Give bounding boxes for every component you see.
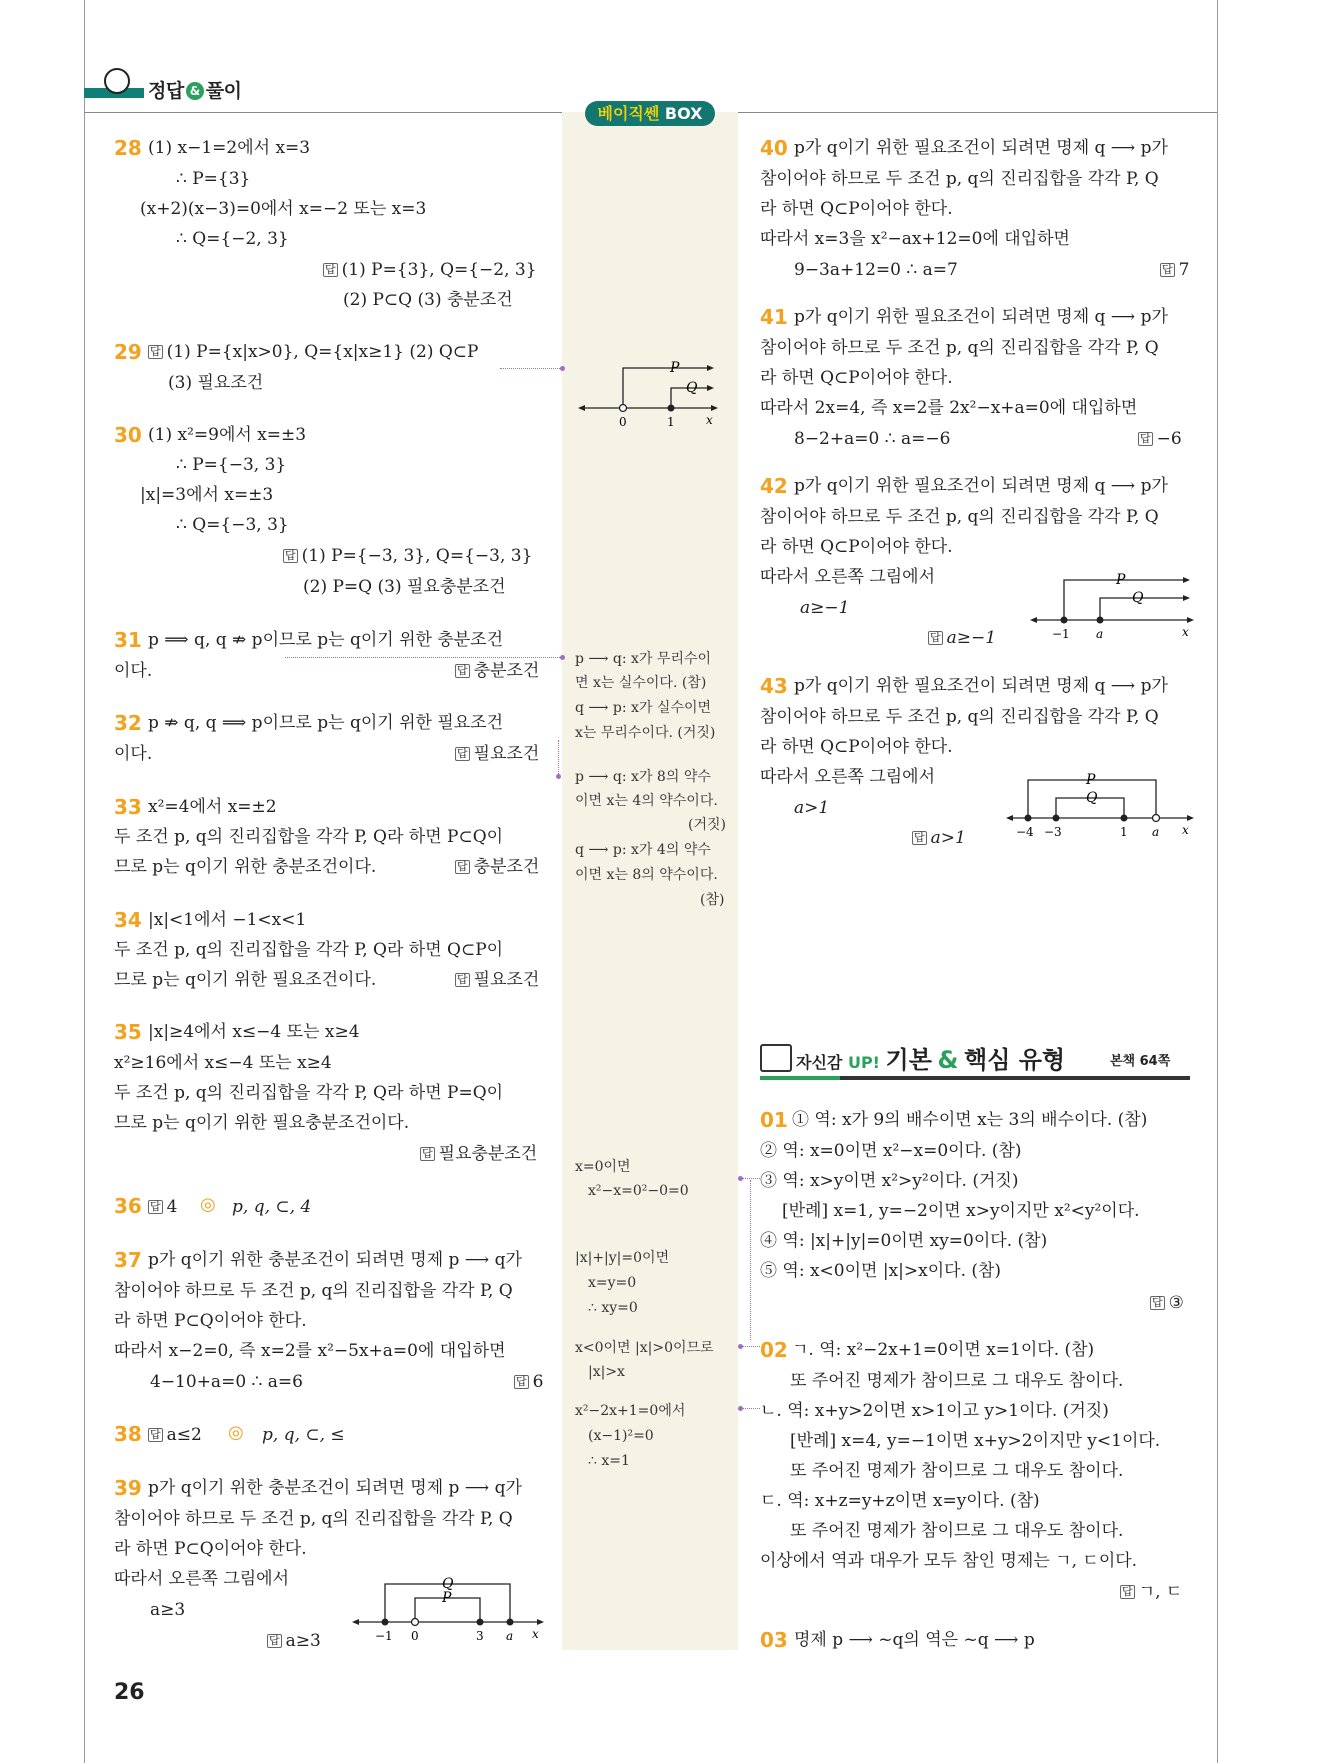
p29-line1 <box>148 342 479 362</box>
fig39-tick-0: 0 <box>411 1629 419 1643</box>
p34-line3: 므로 p는 q이기 위한 필요조건이다. <box>114 970 377 990</box>
p35-line4: 므로 p는 q이기 위한 필요충분조건이다. <box>114 1113 410 1133</box>
p02-line2: 또 주어진 명제가 참이므로 그 대우도 참이다. <box>790 1371 1124 1391</box>
p41-line4: 따라서 2x=4, 즉 x=2를 2x²−x+a=0에 대입하면 <box>760 398 1138 418</box>
p43-answer <box>912 828 966 848</box>
p02-line6: ㄷ. 역: x+z=y+z이면 x=y이다. (참) <box>760 1491 1040 1511</box>
answer-mark: 답 <box>457 860 468 873</box>
p43-line2: 참이어야 하므로 두 조건 p, q의 진리집합을 각각 P, Q <box>760 707 1159 727</box>
answer-mark: 답 <box>1162 263 1173 276</box>
box-note-2e: 이면 x는 8의 약수이다. <box>575 867 718 883</box>
p28-line3: (x+2)(x−3)=0에서 x=−2 또는 x=3 <box>140 199 427 219</box>
problem-03-number: 03 <box>760 1628 788 1652</box>
answer-mark: 답 <box>269 1634 280 1647</box>
answer-mark: 답 <box>457 973 468 986</box>
fig43-tick-m4: −4 <box>1016 825 1034 839</box>
problem-38-number: 38 <box>114 1422 142 1446</box>
p01-line1: ① 역: x가 9의 배수이면 x는 3의 배수이다. (참) <box>792 1110 1148 1130</box>
p33-line3: 므로 p는 q이기 위한 충분조건이다. <box>114 857 377 877</box>
fig43-label-p: P <box>1086 772 1096 788</box>
p37-line4: 따라서 x−2=0, 즉 x=2를 x²−5x+a=0에 대입하면 <box>114 1341 506 1361</box>
p39-line5: a≥3 <box>150 1600 186 1620</box>
p34-line1: |x|<1에서 −1<x<1 <box>148 910 307 930</box>
box-note-6a: x²−2x+1=0에서 <box>575 1403 686 1419</box>
p41-line1: p가 q이기 위한 필요조건이 되려면 명제 q ⟶ p가 <box>794 307 1168 327</box>
answer-mark: 답 <box>1152 1296 1163 1309</box>
p43-line5: a>1 <box>794 798 830 818</box>
fig43-label-q: Q <box>1086 790 1098 806</box>
header-title <box>148 76 241 103</box>
answer-mark: 답 <box>930 631 941 644</box>
link-dot-02a <box>738 1344 743 1349</box>
box-note-6c: ∴ x=1 <box>588 1453 630 1469</box>
p35-line3: 두 조건 p, q의 진리집합을 각각 P, Q라 하면 P=Q이 <box>114 1083 504 1103</box>
p39-answer-text: a≥3 <box>285 1631 321 1651</box>
section-title <box>796 1040 1065 1075</box>
p30-line4: ∴ Q={−3, 3} <box>176 515 289 535</box>
p29-line1-text: (1) P={x|x>0}, Q={x|x≥1} (2) Q⊂P <box>166 342 479 362</box>
p37-line2: 참이어야 하므로 두 조건 p, q의 진리집합을 각각 P, Q <box>114 1281 513 1301</box>
p30-line3: |x|=3에서 x=±3 <box>140 485 274 505</box>
box-note-4b: x=y=0 <box>588 1275 637 1291</box>
p28-line2: ∴ P={3} <box>176 169 251 189</box>
answer-mark: 답 <box>457 747 468 760</box>
box-note-1c: q ⟶ p: x가 실수이면 <box>575 700 712 716</box>
p40-line1: p가 q이기 위한 필요조건이 되려면 명제 q ⟶ p가 <box>794 138 1168 158</box>
answer-mark: 답 <box>516 1375 527 1388</box>
target-icon: ◎ <box>200 1194 216 1215</box>
section-title-c: 핵심 유형 <box>964 1046 1066 1074</box>
problem-40-number: 40 <box>760 136 788 160</box>
p43-line3: 라 하면 Q⊂P이어야 한다. <box>760 737 953 757</box>
p38-answer <box>148 1425 202 1445</box>
p39-line4: 따라서 오른쪽 그림에서 <box>114 1569 290 1589</box>
p37-line3: 라 하면 P⊂Q이어야 한다. <box>114 1311 307 1331</box>
p38-answer-text: a≤2 <box>166 1425 202 1445</box>
p38-tip: p, q, ⊂, ≤ <box>262 1425 345 1445</box>
p37-line5: 4−10+a=0 ∴ a=6 <box>150 1372 303 1392</box>
p02-answer-text: ㄱ, ㄷ <box>1138 1582 1183 1602</box>
fig39-tick-3: 3 <box>476 1629 484 1643</box>
p37-answer <box>514 1372 543 1392</box>
p02-line7: 또 주어진 명제가 참이므로 그 대우도 참이다. <box>790 1521 1124 1541</box>
problem-32-number: 32 <box>114 711 142 735</box>
p36-answer <box>148 1197 177 1217</box>
answer-mark: 답 <box>285 549 296 562</box>
fig42-label-q: Q <box>1132 590 1144 606</box>
fig42-label-p: P <box>1116 572 1126 588</box>
p03-line1: 명제 p ⟶ ~q의 역은 ~q ⟶ p <box>794 1630 1035 1650</box>
p34-answer-text: 필요조건 <box>473 970 540 990</box>
p31-answer-text: 충분조건 <box>473 661 540 681</box>
header-title-amp: & <box>186 82 204 100</box>
box-note-2c: (거짓) <box>688 817 726 833</box>
answer-mark: 답 <box>1122 1585 1133 1598</box>
p01-answer <box>1150 1293 1184 1313</box>
p02-line8: 이상에서 역과 대우가 모두 참인 명제는 ㄱ, ㄷ이다. <box>760 1551 1138 1571</box>
p01-line2: ② 역: x=0이면 x²−x=0이다. (참) <box>760 1141 1022 1161</box>
p01-line4: [반례] x=1, y=−2이면 x>y이지만 x²<y²이다. <box>782 1201 1140 1221</box>
p39-line2: 참이어야 하므로 두 조건 p, q의 진리집합을 각각 P, Q <box>114 1509 513 1529</box>
p40-line3: 라 하면 Q⊂P이어야 한다. <box>760 199 953 219</box>
p42-answer <box>928 628 996 648</box>
fig43-tick-1: 1 <box>1120 825 1128 839</box>
p42-line3: 라 하면 Q⊂P이어야 한다. <box>760 537 953 557</box>
answer-mark: 답 <box>1140 432 1151 445</box>
p41-line2: 참이어야 하므로 두 조건 p, q의 진리집합을 각각 P, Q <box>760 338 1159 358</box>
box-note-5a: x<0이면 |x|>0이므로 <box>575 1340 714 1356</box>
p34-answer <box>455 970 539 990</box>
p33-answer-text: 충분조건 <box>473 857 540 877</box>
section-title-a: 자신감 <box>796 1053 843 1072</box>
p01-answer-text: ③ <box>1168 1293 1184 1313</box>
problem-28-number: 28 <box>114 136 142 160</box>
p33-line2: 두 조건 p, q의 진리집합을 각각 P, Q라 하면 P⊂Q이 <box>114 827 504 847</box>
fig39-label-p: P <box>442 1590 452 1606</box>
alarm-clock-icon <box>104 68 130 94</box>
answer-mark: 답 <box>150 1428 161 1441</box>
section-rule-accent <box>760 1076 840 1080</box>
p01-line3: ③ 역: x>y이면 x²>y²이다. (거짓) <box>760 1171 1019 1191</box>
box-note-1a: p ⟶ q: x가 무리수이 <box>575 651 712 667</box>
p35-line2: x²≥16에서 x≤−4 또는 x≥4 <box>114 1053 332 1073</box>
link-line-01 <box>740 1178 760 1179</box>
box-note-1b: 면 x는 실수이다. (참) <box>575 675 707 691</box>
section-title-b: 기본 <box>885 1046 932 1074</box>
number-line-figure-29 <box>578 356 720 430</box>
box-note-2a: p ⟶ q: x가 8의 약수 <box>575 769 711 785</box>
p42-line5: a≥−1 <box>800 598 850 618</box>
p40-answer <box>1160 260 1189 280</box>
answer-mark: 답 <box>914 831 925 844</box>
p42-answer-text: a≥−1 <box>946 628 997 648</box>
box-note-1d: x는 무리수이다. (거짓) <box>575 725 716 741</box>
p28-answer2: (2) P⊂Q (3) 충분조건 <box>343 290 513 310</box>
problem-43-number: 43 <box>760 674 788 698</box>
fig43-axis-x: x <box>1182 823 1189 837</box>
number-line-figure-42 <box>1030 568 1196 640</box>
fig42-axis-x: x <box>1182 625 1189 639</box>
p32-answer-text: 필요조건 <box>473 744 540 764</box>
fig39-tick-m1: −1 <box>375 1629 393 1643</box>
p01-line5: ④ 역: |x|+|y|=0이면 xy=0이다. (참) <box>760 1231 1048 1251</box>
p32-answer <box>455 744 539 764</box>
problem-37-number: 37 <box>114 1248 142 1272</box>
fig29-label-p: P <box>670 360 680 376</box>
answer-mark: 답 <box>422 1147 433 1160</box>
box-note-5b: |x|>x <box>588 1364 625 1380</box>
link-line-29 <box>500 368 562 369</box>
box-note-6b: (x−1)²=0 <box>588 1428 654 1444</box>
p28-line4: ∴ Q={−2, 3} <box>176 229 289 249</box>
p43-line1: p가 q이기 위한 필요조건이 되려면 명제 q ⟶ p가 <box>794 676 1168 696</box>
fig29-tick-0: 0 <box>619 415 627 429</box>
p31-line1: p ⟹ q, q ⇏ p이므로 p는 q이기 위한 충분조건 <box>148 630 504 650</box>
p28-line1: (1) x−1=2에서 x=3 <box>148 138 311 158</box>
p40-line2: 참이어야 하므로 두 조건 p, q의 진리집합을 각각 P, Q <box>760 169 1159 189</box>
link-dot-29 <box>560 366 565 371</box>
p36-answer-text: 4 <box>166 1197 178 1217</box>
p35-answer <box>420 1144 537 1164</box>
link-dot-01 <box>738 1176 743 1181</box>
answer-mark: 답 <box>150 1200 161 1213</box>
p42-line2: 참이어야 하므로 두 조건 p, q의 진리집합을 각각 P, Q <box>760 507 1159 527</box>
p31-answer <box>455 661 539 681</box>
p30-line2: ∴ P={−3, 3} <box>176 455 287 475</box>
p02-line1: ㄱ. 역: x²−2x+1=0이면 x=1이다. (참) <box>792 1340 1095 1360</box>
link-line-31 <box>285 657 562 658</box>
p30-answer1-text: (1) P={−3, 3}, Q={−3, 3} <box>301 546 533 566</box>
problem-02-number: 02 <box>760 1338 788 1362</box>
box-note-3a: x=0이면 <box>575 1159 631 1175</box>
fig29-axis-x: x <box>706 413 713 427</box>
p42-line1: p가 q이기 위한 필요조건이 되려면 명제 q ⟶ p가 <box>794 476 1168 496</box>
p36-tip: p, q, ⊂, 4 <box>232 1197 312 1217</box>
problem-41-number: 41 <box>760 305 788 329</box>
p30-line1: (1) x²=9에서 x=±3 <box>148 425 307 445</box>
problem-30-number: 30 <box>114 423 142 447</box>
p43-line4: 따라서 오른쪽 그림에서 <box>760 767 936 787</box>
link-dot-32 <box>556 774 561 779</box>
p32-line2: 이다. <box>114 744 153 764</box>
box-note-4a: |x|+|y|=0이면 <box>575 1250 670 1266</box>
box-label-a: 베이직쎈 <box>597 104 660 123</box>
box-label-b: BOX <box>664 104 703 123</box>
p41-line3: 라 하면 Q⊂P이어야 한다. <box>760 368 953 388</box>
p34-line2: 두 조건 p, q의 진리집합을 각각 P, Q라 하면 Q⊂P이 <box>114 940 504 960</box>
p35-line1: |x|≥4에서 x≤−4 또는 x≥4 <box>148 1022 360 1042</box>
problem-35-number: 35 <box>114 1020 142 1044</box>
p02-answer <box>1120 1582 1182 1602</box>
link-line-02a <box>740 1346 760 1347</box>
p33-answer <box>455 857 539 877</box>
section-title-amp: & <box>937 1046 959 1074</box>
answer-mark: 답 <box>150 345 161 358</box>
number-line-figure-39 <box>352 1574 546 1644</box>
problem-34-number: 34 <box>114 908 142 932</box>
problem-33-number: 33 <box>114 795 142 819</box>
header-title-a: 정답 <box>148 80 184 102</box>
fig39-label-q: Q <box>442 1576 454 1592</box>
p37-line1: p가 q이기 위한 충분조건이 되려면 명제 p ⟶ q가 <box>148 1250 522 1270</box>
p28-answer1-text: (1) P={3}, Q={−2, 3} <box>341 260 537 280</box>
fig43-tick-m3: −3 <box>1044 825 1062 839</box>
p31-line2: 이다. <box>114 661 153 681</box>
p30-answer2: (2) P=Q (3) 필요충분조건 <box>303 577 506 597</box>
fig42-tick-a: a <box>1096 627 1104 641</box>
fig39-tick-a: a <box>506 1629 514 1643</box>
section-ref: 본책 64쪽 <box>1110 1054 1171 1069</box>
section-title-up: UP! <box>847 1053 880 1072</box>
link-line-02b <box>740 1408 760 1409</box>
box-note-2d: q ⟶ p: x가 4의 약수 <box>575 842 711 858</box>
fig43-tick-a: a <box>1152 825 1160 839</box>
p40-line4: 따라서 x=3을 x²−ax+12=0에 대입하면 <box>760 229 1070 249</box>
page-number: 26 <box>114 1680 145 1705</box>
p35-answer-text: 필요충분조건 <box>438 1144 538 1164</box>
p33-line1: x²=4에서 x=±2 <box>148 797 277 817</box>
p40-answer-text: 7 <box>1178 260 1190 280</box>
p39-line1: p가 q이기 위한 충분조건이 되려면 명제 p ⟶ q가 <box>148 1478 522 1498</box>
p42-line4: 따라서 오른쪽 그림에서 <box>760 567 936 587</box>
p41-line5: 8−2+a=0 ∴ a=−6 <box>794 429 951 449</box>
basic-box-label <box>585 101 715 126</box>
fig29-tick-1: 1 <box>667 415 675 429</box>
answer-mark: 답 <box>457 664 468 677</box>
p39-line3: 라 하면 P⊂Q이어야 한다. <box>114 1539 307 1559</box>
p02-line3: ㄴ. 역: x+y>2이면 x>1이고 y>1이다. (거짓) <box>760 1401 1109 1421</box>
fig29-label-q: Q <box>686 380 698 396</box>
box-note-3b: x²−x=0²−0=0 <box>588 1183 689 1199</box>
megaphone-icon <box>760 1044 792 1072</box>
p30-answer1 <box>283 546 532 566</box>
p29-line2: (3) 필요조건 <box>168 373 264 393</box>
answer-mark: 답 <box>325 263 336 276</box>
p41-answer <box>1138 429 1182 449</box>
p32-line1: p ⇏ q, q ⟹ p이므로 p는 q이기 위한 필요조건 <box>148 713 504 733</box>
p28-answer1 <box>323 260 537 280</box>
p41-answer-text: −6 <box>1156 429 1182 449</box>
problem-36-number: 36 <box>114 1194 142 1218</box>
link-line-32 <box>558 740 559 776</box>
p02-line5: 또 주어진 명제가 참이므로 그 대우도 참이다. <box>790 1461 1124 1481</box>
problem-31-number: 31 <box>114 628 142 652</box>
box-note-4c: ∴ xy=0 <box>588 1300 638 1316</box>
p39-answer <box>267 1631 321 1651</box>
link-dot-02b <box>738 1406 743 1411</box>
problem-29-number: 29 <box>114 340 142 364</box>
p02-line4: [반례] x=4, y=−1이면 x+y>2이지만 y<1이다. <box>790 1431 1161 1451</box>
number-line-figure-43 <box>1006 768 1196 842</box>
p37-answer-text: 6 <box>532 1372 544 1392</box>
link-line-01v <box>750 1180 751 1340</box>
box-note-2f: (참) <box>700 892 725 908</box>
link-dot-31 <box>560 655 565 660</box>
problem-39-number: 39 <box>114 1476 142 1500</box>
p40-line5: 9−3a+12=0 ∴ a=7 <box>794 260 958 280</box>
box-note-2b: 이면 x는 4의 약수이다. <box>575 793 718 809</box>
p43-answer-text: a>1 <box>930 828 966 848</box>
problem-01-number: 01 <box>760 1108 788 1132</box>
fig39-axis-x: x <box>532 1627 539 1641</box>
header-title-b: 풀이 <box>205 80 242 102</box>
fig42-tick-m1: −1 <box>1052 627 1070 641</box>
target-icon: ◎ <box>228 1422 244 1443</box>
problem-42-number: 42 <box>760 474 788 498</box>
p01-line6: ⑤ 역: x<0이면 |x|>x이다. (참) <box>760 1261 1002 1281</box>
